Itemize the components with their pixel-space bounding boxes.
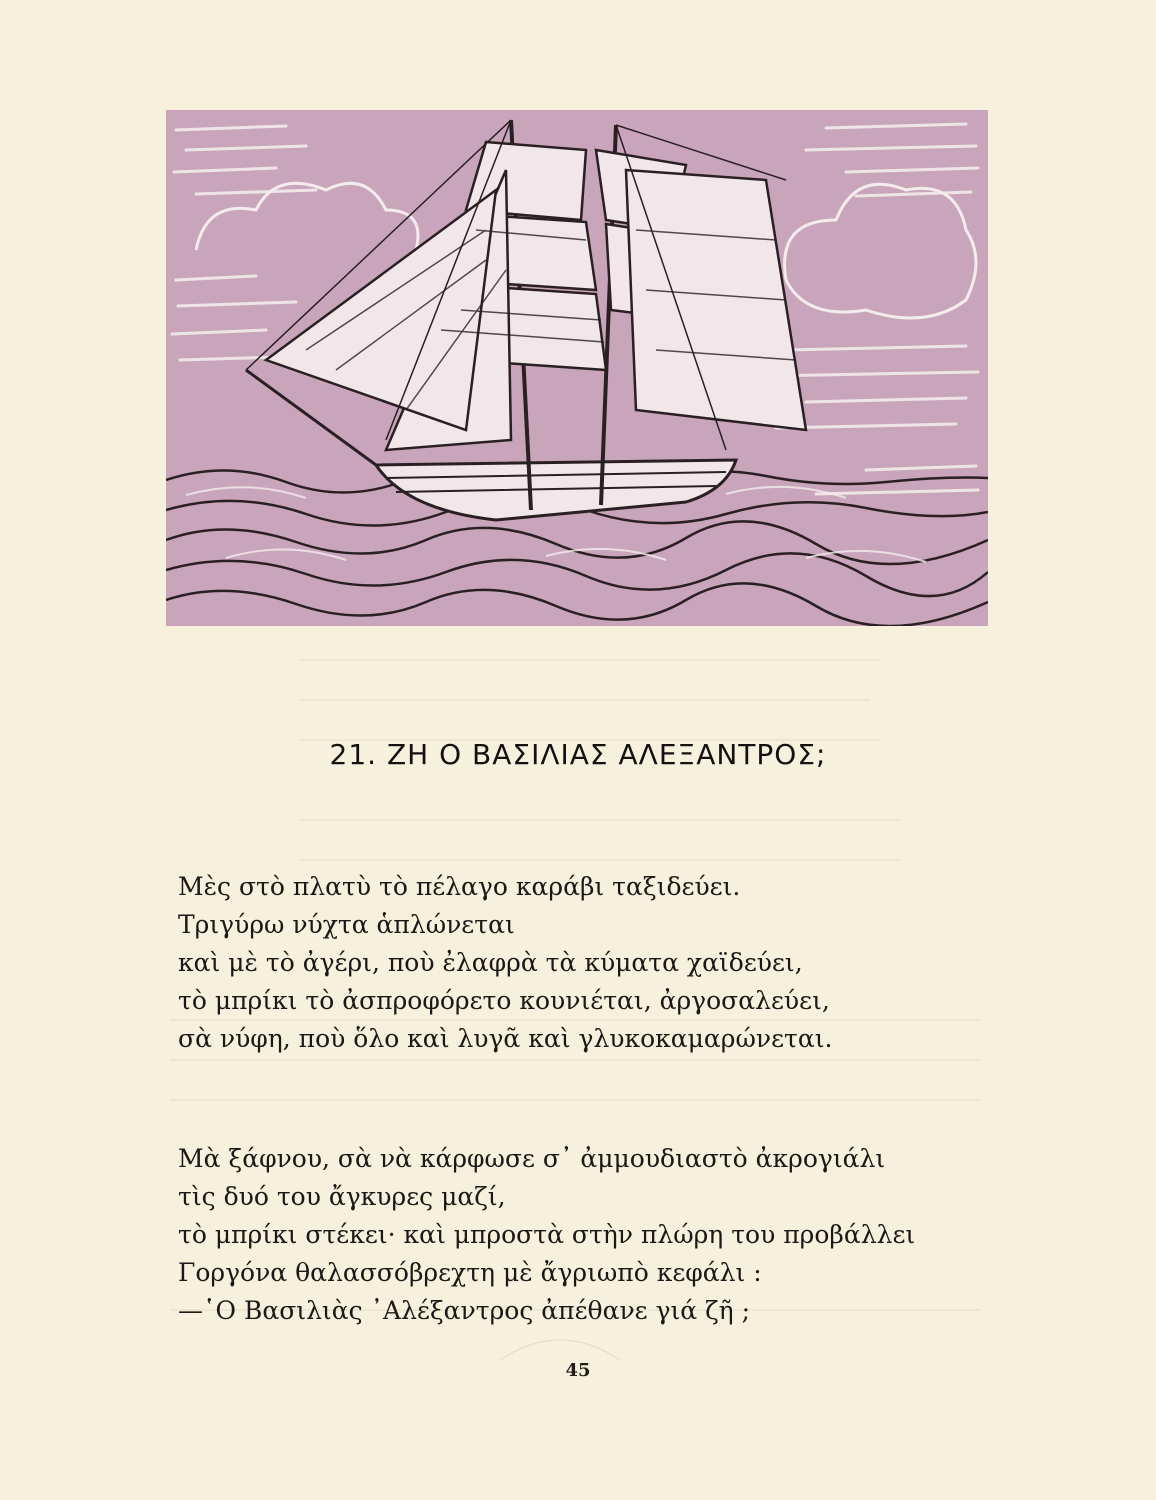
- poem-line: Τριγύρω νύχτα ἁπλώνεται: [178, 910, 515, 939]
- poem-line: Μὲς στὸ πλατὺ τὸ πέλαγο καράβι ταξιδεύει.: [178, 872, 741, 901]
- poem-line: καὶ μὲ τὸ ἀγέρι, ποὺ ἐλαφρὰ τὰ κύματα χαϊδεύει,: [178, 948, 803, 977]
- poem-line: Μὰ ξάφνου, σὰ νὰ κάρφωσε σ᾿ ἀμμουδιαστὸ ἀκρογιάλι: [178, 1144, 886, 1173]
- poem-line: —῾Ο Βασιλιὰς ᾿Αλέξαντρος ἀπέθανε γιά ζῆ ;: [178, 1296, 751, 1325]
- ship-illustration: [166, 110, 988, 626]
- stanza-1: [178, 868, 833, 1058]
- poem-line: Γοργόνα θαλασσόβρεχτη μὲ ἄγριωπὸ κεφάλι :: [178, 1258, 762, 1287]
- poem-line: τὸ μπρίκι τὸ ἀσπροφόρετο κουνιέται, ἀργοσαλεύει,: [178, 986, 830, 1015]
- poem-line: τὶς δυό του ἄγκυρες μαζί,: [178, 1182, 506, 1211]
- sailing-ship-icon: [166, 110, 988, 626]
- poem-line: τὸ μπρίκι στέκει· καὶ μπροστὰ στὴν πλώρη του προβάλλει: [178, 1220, 916, 1249]
- stanza-2: [178, 1140, 915, 1330]
- poem-title: 21. ΖΗ Ο ΒΑΣΙΛΙΑΣ ΑΛΕΞΑΝΤΡΟΣ;: [329, 738, 827, 771]
- poem-line: σὰ νύφη, ποὺ ὅλο καὶ λυγᾶ καὶ γλυκοκαμαρώνεται.: [178, 1024, 833, 1053]
- page-number: 45: [565, 1360, 591, 1381]
